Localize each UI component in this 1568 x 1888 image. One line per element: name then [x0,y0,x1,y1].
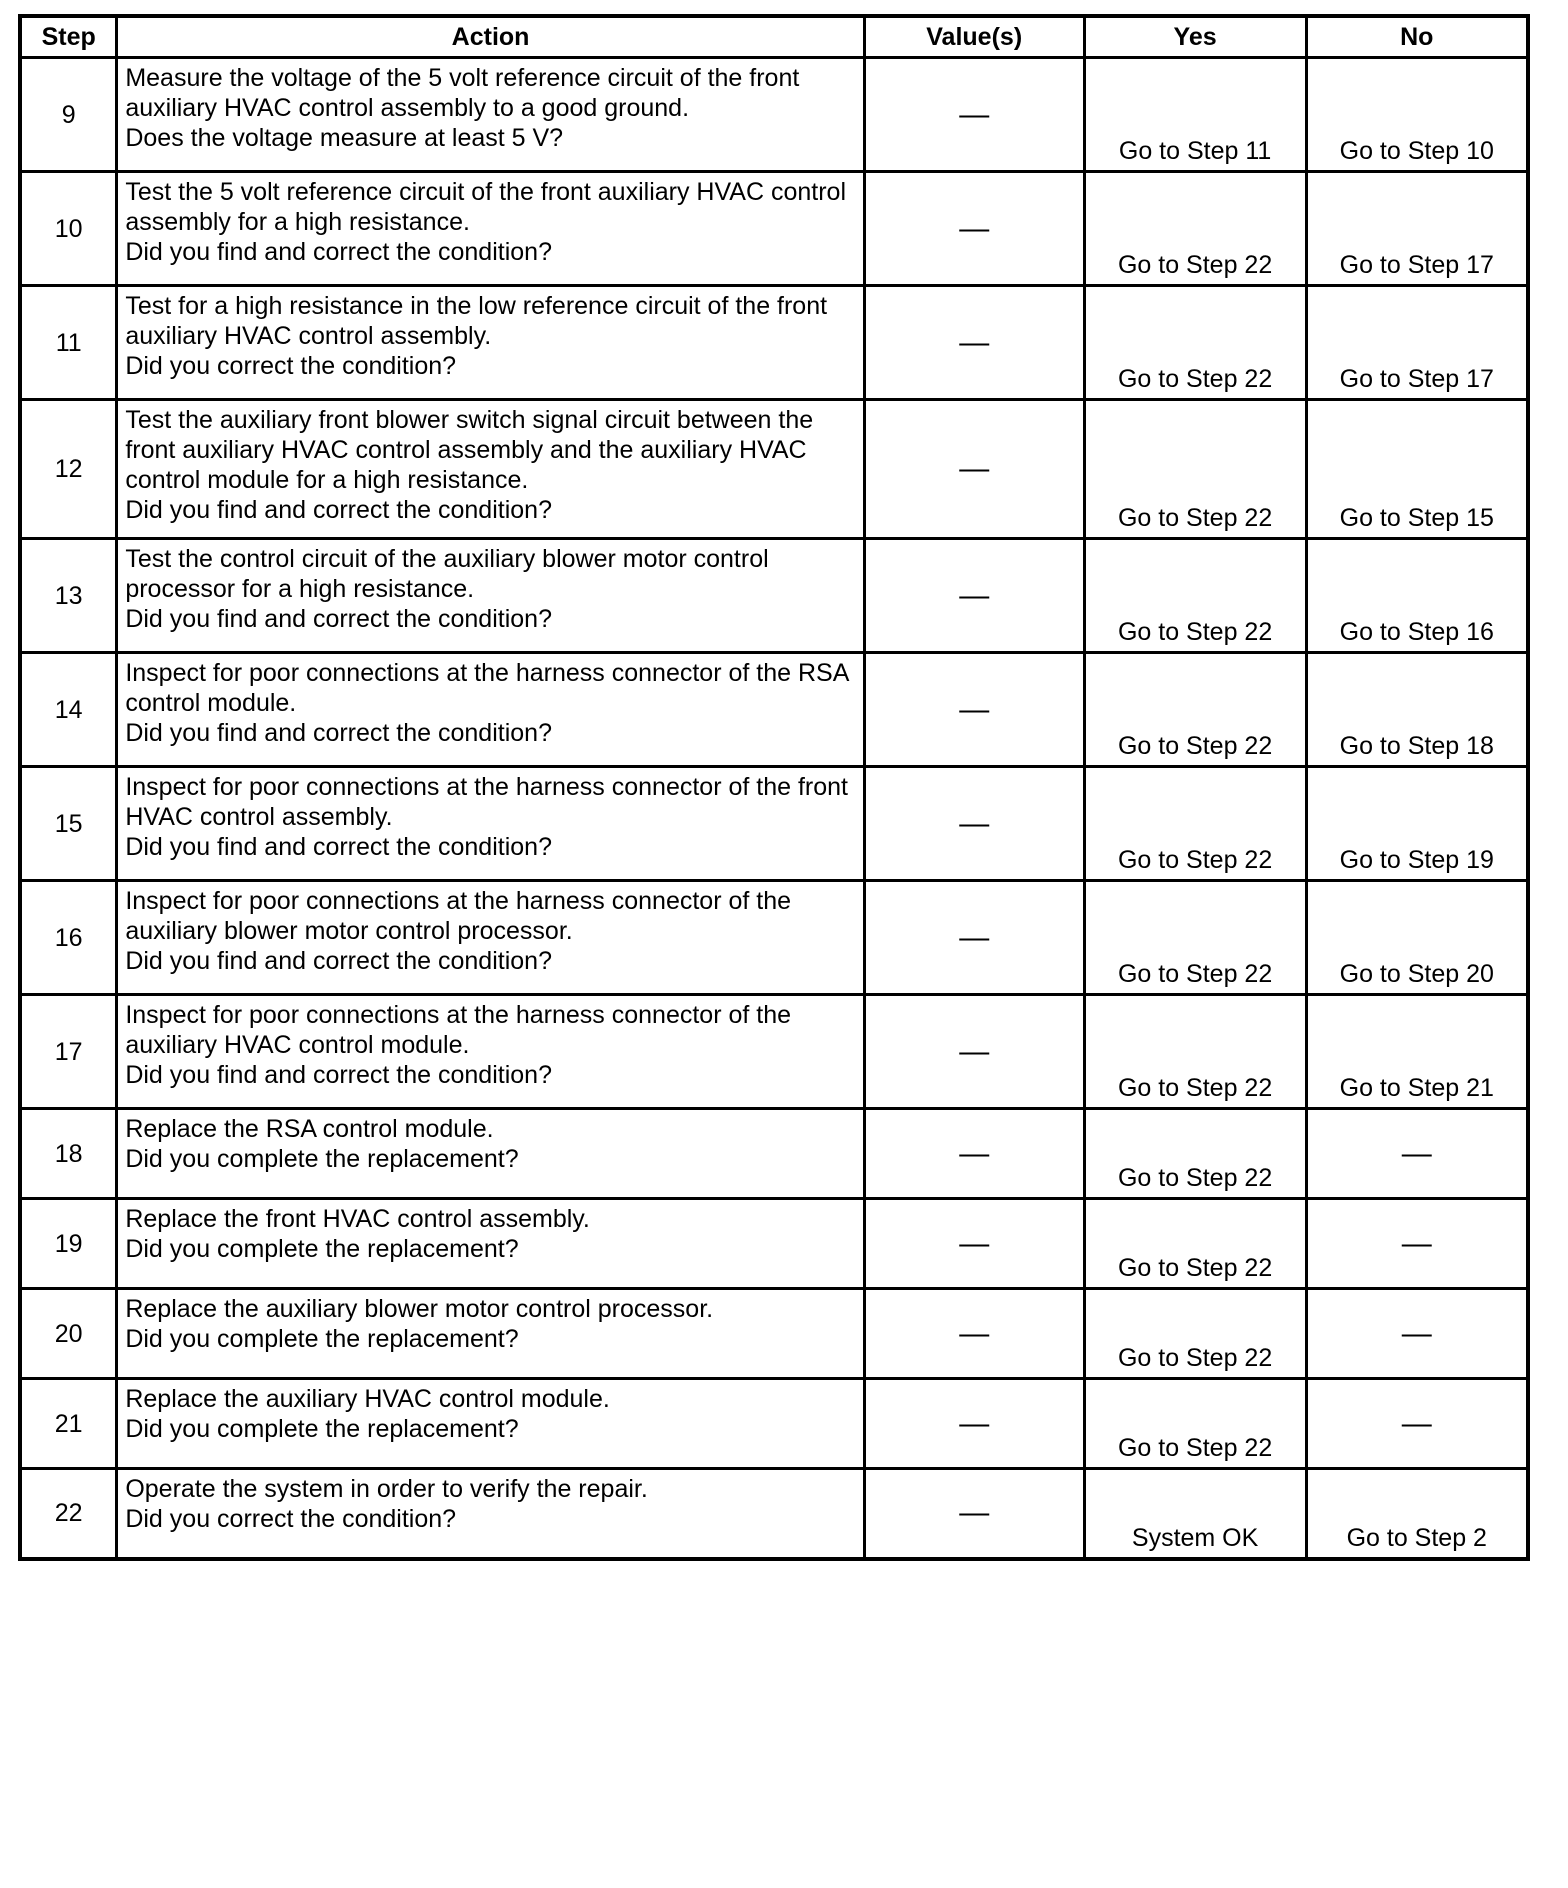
header-yes: Yes [1084,16,1306,58]
action-instruction: Replace the auxiliary HVAC control module. [125,1385,610,1413]
table-row [20,1199,1528,1289]
step-number: 16 [20,881,117,995]
table-row [20,1109,1528,1199]
step-number: 17 [20,995,117,1109]
action-cell [117,1289,864,1379]
yes-outcome: Go to Step 22 [1084,286,1306,400]
action-cell [117,172,864,286]
step-number: 21 [20,1379,117,1469]
yes-outcome: Go to Step 22 [1084,400,1306,539]
action-question: Did you complete the replacement? [125,1415,519,1443]
action-instruction: Test the 5 volt reference circuit of the front auxiliary HVAC control assembly for a high resistance. [125,178,847,236]
header-row [20,16,1528,58]
action-cell [117,1109,864,1199]
step-number: 19 [20,1199,117,1289]
no-outcome: Go to Step 10 [1306,58,1528,172]
yes-outcome: Go to Step 11 [1084,58,1306,172]
action-instruction: Inspect for poor connections at the harness connector of the front HVAC control assembly. [125,773,848,831]
action-cell [117,286,864,400]
action-instruction: Measure the voltage of the 5 volt reference circuit of the front auxiliary HVAC control assembly to a good ground. [125,64,800,122]
step-number: 11 [20,286,117,400]
action-cell [117,58,864,172]
action-cell [117,1199,864,1289]
action-question: Did you find and correct the condition? [125,719,552,747]
value-cell: — [864,172,1084,286]
table-row [20,1379,1528,1469]
no-outcome: — [1306,1109,1528,1199]
step-number: 10 [20,172,117,286]
table-row [20,539,1528,653]
no-outcome: Go to Step 16 [1306,539,1528,653]
table-row [20,881,1528,995]
value-cell: — [864,1199,1084,1289]
step-number: 18 [20,1109,117,1199]
yes-outcome: Go to Step 22 [1084,172,1306,286]
no-outcome: Go to Step 18 [1306,653,1528,767]
action-question: Did you correct the condition? [125,352,457,380]
action-cell [117,539,864,653]
action-instruction: Replace the RSA control module. [125,1115,494,1143]
header-no: No [1306,16,1528,58]
step-number: 15 [20,767,117,881]
yes-outcome: Go to Step 22 [1084,767,1306,881]
action-instruction: Test the control circuit of the auxiliary blower motor control processor for a high resistance. [125,545,769,603]
action-cell [117,881,864,995]
action-question: Did you find and correct the condition? [125,496,552,524]
no-outcome: Go to Step 20 [1306,881,1528,995]
action-question: Did you find and correct the condition? [125,238,552,266]
action-cell [117,1469,864,1559]
no-outcome: Go to Step 17 [1306,172,1528,286]
table-row [20,1289,1528,1379]
action-instruction: Inspect for poor connections at the harness connector of the RSA control module. [125,659,848,717]
no-outcome: — [1306,1289,1528,1379]
value-cell: — [864,1379,1084,1469]
step-number: 12 [20,400,117,539]
header-values: Value(s) [864,16,1084,58]
action-question: Did you complete the replacement? [125,1235,519,1263]
value-cell: — [864,1289,1084,1379]
action-question: Did you correct the condition? [125,1505,457,1533]
action-cell [117,767,864,881]
action-question: Did you find and correct the condition? [125,605,552,633]
no-outcome: Go to Step 19 [1306,767,1528,881]
action-cell [117,1379,864,1469]
no-outcome: Go to Step 15 [1306,400,1528,539]
action-question: Did you find and correct the condition? [125,947,552,975]
no-outcome: — [1306,1379,1528,1469]
action-instruction: Operate the system in order to verify the repair. [125,1475,648,1503]
value-cell: — [864,653,1084,767]
value-cell: — [864,1109,1084,1199]
table-row [20,653,1528,767]
yes-outcome: Go to Step 22 [1084,1109,1306,1199]
step-number: 22 [20,1469,117,1559]
action-question: Did you find and correct the condition? [125,1061,552,1089]
table-row [20,58,1528,172]
yes-outcome: Go to Step 22 [1084,1289,1306,1379]
action-cell [117,995,864,1109]
value-cell: — [864,286,1084,400]
no-outcome: Go to Step 17 [1306,286,1528,400]
action-instruction: Inspect for poor connections at the harness connector of the auxiliary HVAC control module. [125,1001,792,1059]
yes-outcome: Go to Step 22 [1084,1379,1306,1469]
value-cell: — [864,1469,1084,1559]
no-outcome: Go to Step 2 [1306,1469,1528,1559]
action-question: Did you complete the replacement? [125,1325,519,1353]
table-row [20,400,1528,539]
header-step: Step [20,16,117,58]
diagnostic-table [18,14,1530,1561]
action-instruction: Replace the auxiliary blower motor control processor. [125,1295,714,1323]
step-number: 20 [20,1289,117,1379]
value-cell: — [864,400,1084,539]
yes-outcome: Go to Step 22 [1084,539,1306,653]
value-cell: — [864,58,1084,172]
value-cell: — [864,881,1084,995]
no-outcome: Go to Step 21 [1306,995,1528,1109]
step-number: 9 [20,58,117,172]
action-instruction: Test the auxiliary front blower switch signal circuit between the front auxiliary HVAC control assembly and the auxiliary HVAC control module for a high resistance. [125,406,814,494]
value-cell: — [864,539,1084,653]
action-question: Did you find and correct the condition? [125,833,552,861]
table-row [20,172,1528,286]
step-number: 13 [20,539,117,653]
yes-outcome: System OK [1084,1469,1306,1559]
table-row [20,286,1528,400]
action-instruction: Replace the front HVAC control assembly. [125,1205,590,1233]
action-cell [117,653,864,767]
yes-outcome: Go to Step 22 [1084,995,1306,1109]
yes-outcome: Go to Step 22 [1084,653,1306,767]
yes-outcome: Go to Step 22 [1084,1199,1306,1289]
action-instruction: Test for a high resistance in the low reference circuit of the front auxiliary HVAC control assembly. [125,292,828,350]
no-outcome: — [1306,1199,1528,1289]
value-cell: — [864,995,1084,1109]
yes-outcome: Go to Step 22 [1084,881,1306,995]
action-question: Did you complete the replacement? [125,1145,519,1173]
action-cell [117,400,864,539]
table-row [20,767,1528,881]
table-row [20,1469,1528,1559]
action-question: Does the voltage measure at least 5 V? [125,124,564,152]
table-row [20,995,1528,1109]
header-action: Action [117,16,864,58]
action-instruction: Inspect for poor connections at the harness connector of the auxiliary blower motor control processor. [125,887,792,945]
value-cell: — [864,767,1084,881]
step-number: 14 [20,653,117,767]
